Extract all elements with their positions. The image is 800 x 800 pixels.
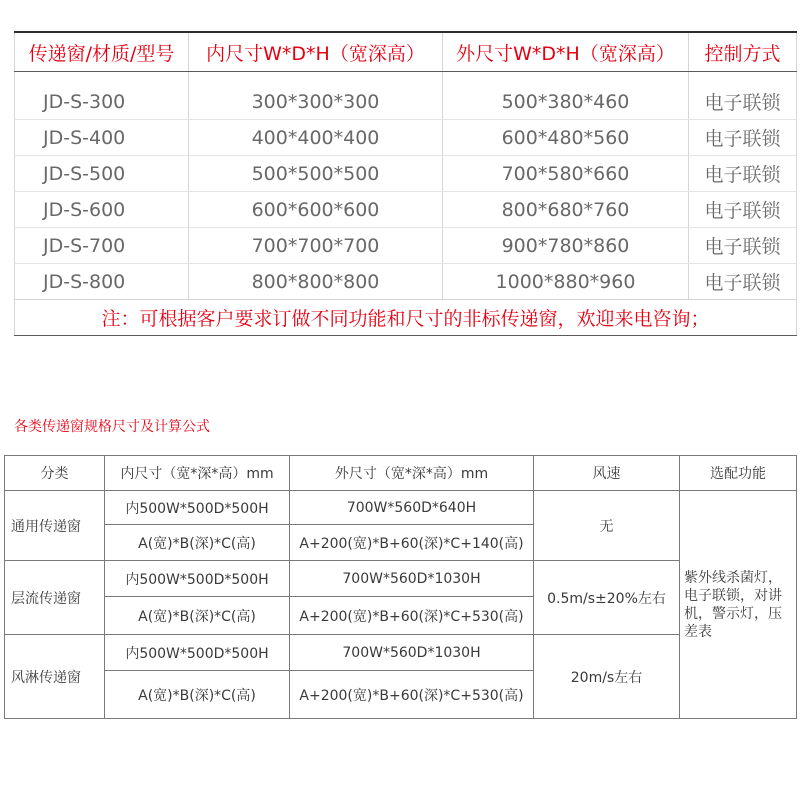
outer-size-cell: 700W*560D*640H <box>290 491 534 525</box>
inner-size-cell: 400*400*400 <box>189 120 443 156</box>
optional-features-cell: 紫外线杀菌灯，电子联锁，对讲机，警示灯，压差表 <box>680 491 797 719</box>
control-cell: 电子联锁 <box>689 228 797 264</box>
wind-speed-cell: 0.5m/s±20%左右 <box>534 561 680 635</box>
section-title: 各类传递窗规格尺寸及计算公式 <box>14 419 210 435</box>
header-outer-size: 外尺寸（宽*深*高）mm <box>290 456 534 491</box>
table-row <box>15 120 797 156</box>
outer-formula-cell: A+200(宽)*B+60(深)*C+140(高) <box>290 525 534 561</box>
inner-size-cell: 800*800*800 <box>189 264 443 300</box>
outer-formula-cell: A+200(宽)*B+60(深)*C+530(高) <box>290 597 534 635</box>
header-model: 传递窗/材质/型号 <box>15 32 189 72</box>
header-inner-size: 内尺寸（宽*深*高）mm <box>105 456 290 491</box>
header-wind-speed: 风速 <box>534 456 680 491</box>
outer-size-cell: 900*780*860 <box>443 228 689 264</box>
table-row <box>15 192 797 228</box>
table-row <box>15 264 797 300</box>
category-cell: 层流传递窗 <box>5 561 105 635</box>
inner-formula-cell: A(宽)*B(深)*C(高) <box>105 525 290 561</box>
inner-size-cell: 内500W*500D*500H <box>105 561 290 597</box>
wind-speed-cell: 无 <box>534 491 680 561</box>
table-row <box>15 84 797 120</box>
inner-formula-cell: A(宽)*B(深)*C(高) <box>105 671 290 719</box>
formula-table <box>4 455 797 719</box>
inner-size-cell: 300*300*300 <box>189 84 443 120</box>
outer-size-cell: 1000*880*960 <box>443 264 689 300</box>
inner-formula-cell: A(宽)*B(深)*C(高) <box>105 597 290 635</box>
model-cell: JD-S-500 <box>15 156 189 192</box>
control-cell: 电子联锁 <box>689 156 797 192</box>
outer-formula-cell: A+200(宽)*B+60(深)*C+530(高) <box>290 671 534 719</box>
spacer-row <box>15 72 797 85</box>
inner-size-cell: 600*600*600 <box>189 192 443 228</box>
custom-order-note: 注：可根据客户要求订做不同功能和尺寸的非标传递窗，欢迎来电咨询； <box>15 300 797 336</box>
model-cell: JD-S-800 <box>15 264 189 300</box>
spec-table <box>14 31 797 336</box>
spec-table-header <box>15 32 797 72</box>
wind-speed-cell: 20m/s左右 <box>534 635 680 719</box>
outer-size-cell: 500*380*460 <box>443 84 689 120</box>
table-row <box>5 635 797 671</box>
model-cell: JD-S-400 <box>15 120 189 156</box>
control-cell: 电子联锁 <box>689 120 797 156</box>
outer-size-cell: 700*580*660 <box>443 156 689 192</box>
outer-size-cell: 800*680*760 <box>443 192 689 228</box>
category-cell: 风淋传递窗 <box>5 635 105 719</box>
model-cell: JD-S-600 <box>15 192 189 228</box>
table-row <box>15 156 797 192</box>
header-outer-size: 外尺寸W*D*H（宽深高） <box>443 32 689 72</box>
control-cell: 电子联锁 <box>689 192 797 228</box>
note-row <box>15 300 797 336</box>
control-cell: 电子联锁 <box>689 264 797 300</box>
model-cell: JD-S-300 <box>15 84 189 120</box>
header-optional-features: 选配功能 <box>680 456 797 491</box>
inner-size-cell: 内500W*500D*500H <box>105 635 290 671</box>
header-control: 控制方式 <box>689 32 797 72</box>
inner-size-cell: 内500W*500D*500H <box>105 491 290 525</box>
formula-table-header <box>5 456 797 491</box>
header-inner-size: 内尺寸W*D*H（宽深高） <box>189 32 443 72</box>
inner-size-cell: 700*700*700 <box>189 228 443 264</box>
model-cell: JD-S-700 <box>15 228 189 264</box>
control-cell: 电子联锁 <box>689 84 797 120</box>
inner-size-cell: 500*500*500 <box>189 156 443 192</box>
category-cell: 通用传递窗 <box>5 491 105 561</box>
outer-size-cell: 700W*560D*1030H <box>290 561 534 597</box>
outer-size-cell: 700W*560D*1030H <box>290 635 534 671</box>
table-row <box>5 491 797 525</box>
table-row <box>15 228 797 264</box>
table-row <box>5 561 797 597</box>
header-category: 分类 <box>5 456 105 491</box>
outer-size-cell: 600*480*560 <box>443 120 689 156</box>
